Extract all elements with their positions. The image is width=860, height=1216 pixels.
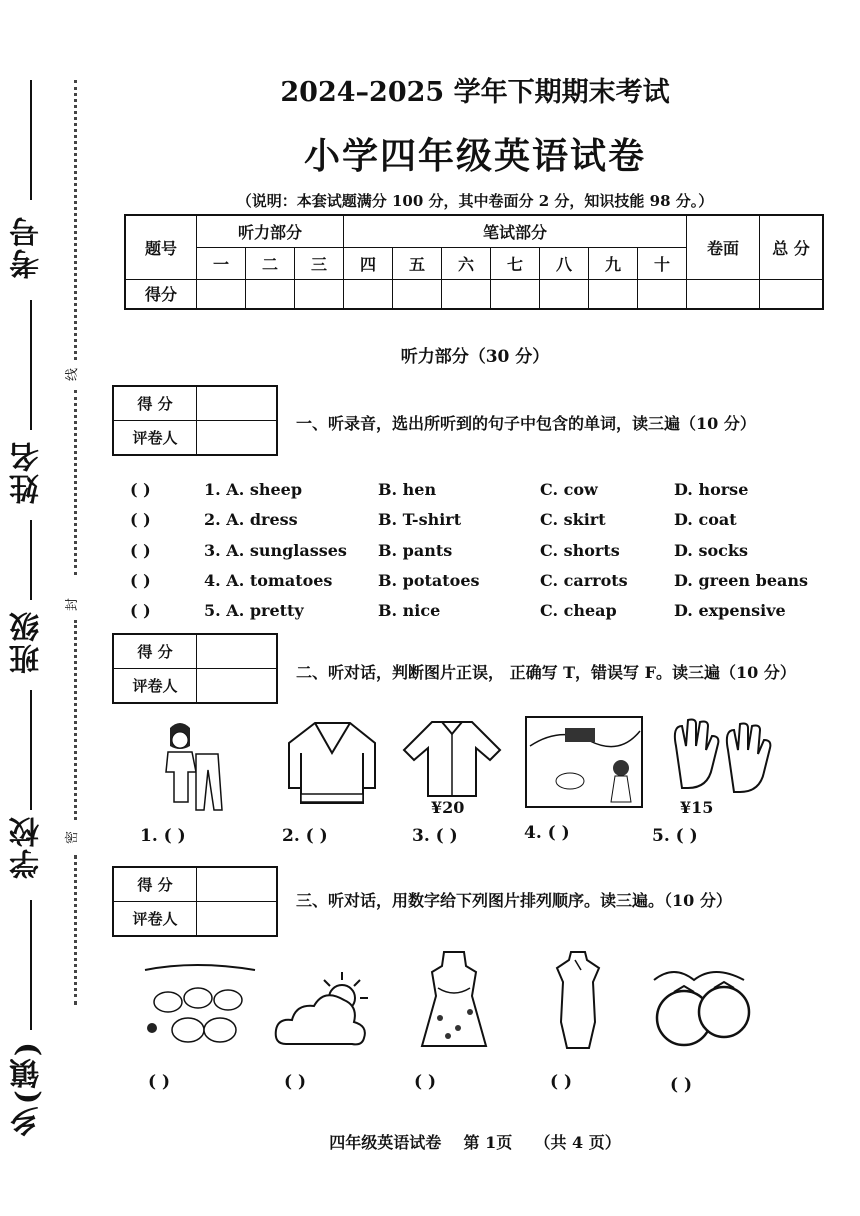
part3-heading: 三、听对话，用数字给下列图片排列顺序。读三遍。（10 分） bbox=[296, 891, 732, 910]
option-d: D. horse bbox=[674, 480, 749, 499]
option-a: 2. A. dress bbox=[204, 510, 298, 529]
order-blank[interactable]: ( ) bbox=[550, 1072, 573, 1092]
option-d: D. expensive bbox=[674, 601, 786, 620]
seal-dotted-line bbox=[74, 620, 77, 820]
part2-heading: 二、听对话，判断图片正误， 正确写 T，错误写 F。读三遍（10 分） bbox=[296, 663, 796, 682]
banji-label: 班级 bbox=[10, 610, 45, 674]
sun-cloud-icon bbox=[274, 966, 374, 1051]
page-footer: 四年级英语试卷 第 1页 （共 4 页） bbox=[329, 1133, 621, 1152]
option-b: B. T-shirt bbox=[378, 510, 462, 529]
option-d: D. socks bbox=[674, 541, 748, 560]
price-label-5: ¥15 bbox=[680, 798, 714, 817]
option-c: C. cow bbox=[540, 480, 598, 499]
answer-paren[interactable]: ( ) bbox=[130, 601, 151, 620]
score-input[interactable] bbox=[589, 279, 638, 309]
answer-paren[interactable]: ( ) bbox=[130, 571, 151, 590]
option-a: 1. A. sheep bbox=[204, 480, 303, 499]
grade-grader-label: 评卷人 bbox=[113, 902, 197, 937]
dress-icon bbox=[418, 948, 490, 1048]
grade-score-input[interactable] bbox=[197, 386, 278, 421]
sheep-flock-icon bbox=[140, 958, 258, 1050]
score-input[interactable] bbox=[246, 279, 295, 309]
option-c: C. shorts bbox=[540, 541, 620, 560]
order-blank[interactable]: ( ) bbox=[414, 1072, 437, 1092]
grade-box-3 bbox=[112, 866, 278, 937]
col-1: 一 bbox=[197, 247, 246, 279]
score-input[interactable] bbox=[393, 279, 442, 309]
exam-year-title: 2024–2025 学年下期期末考试 bbox=[280, 77, 670, 108]
option-b: B. potatoes bbox=[378, 571, 480, 590]
answer-blank[interactable]: 1. ( ) bbox=[140, 826, 186, 846]
score-input[interactable] bbox=[442, 279, 491, 309]
score-input[interactable] bbox=[344, 279, 393, 309]
option-d: D. coat bbox=[674, 510, 737, 529]
option-d: D. green beans bbox=[674, 571, 808, 590]
order-blank[interactable]: ( ) bbox=[284, 1072, 307, 1092]
listening-section-title: 听力部分（30 分） bbox=[400, 347, 550, 367]
score-input[interactable] bbox=[295, 279, 344, 309]
col-9: 九 bbox=[589, 247, 638, 279]
xiangzhen-label: 乡(镇) bbox=[10, 1040, 45, 1137]
score-input[interactable] bbox=[687, 279, 760, 309]
order-blank[interactable]: ( ) bbox=[670, 1075, 693, 1095]
seal-char-mi: 密 bbox=[65, 830, 81, 845]
option-a: 4. A. tomatoes bbox=[204, 571, 333, 590]
zongfen-cell: 总 分 bbox=[760, 215, 824, 279]
xingming-label: 姓名 bbox=[10, 440, 45, 504]
seal-dotted-line bbox=[74, 80, 77, 360]
answer-paren[interactable]: ( ) bbox=[130, 541, 151, 560]
seal-dotted-line bbox=[74, 855, 77, 1005]
grade-grader-input[interactable] bbox=[197, 421, 278, 456]
score-input[interactable] bbox=[638, 279, 687, 309]
kaohao-label: 考号 bbox=[10, 215, 45, 279]
tihao-cell: 题号 bbox=[125, 215, 197, 279]
seal-char-feng: 封 bbox=[65, 597, 81, 612]
shirt-icon bbox=[402, 716, 502, 798]
col-8: 八 bbox=[540, 247, 589, 279]
tomatoes-icon bbox=[644, 958, 754, 1053]
col-6: 六 bbox=[442, 247, 491, 279]
price-label-3: ¥20 bbox=[431, 798, 465, 817]
seal-dotted-line bbox=[74, 390, 77, 575]
answer-blank[interactable]: 2. ( ) bbox=[282, 826, 328, 846]
xuexiao-label: 学校 bbox=[10, 815, 45, 879]
option-a: 5. A. pretty bbox=[204, 601, 304, 620]
option-c: C. cheap bbox=[540, 601, 617, 620]
score-input[interactable] bbox=[760, 279, 824, 309]
margin-line bbox=[30, 900, 32, 1030]
grade-score-label: 得 分 bbox=[113, 386, 197, 421]
farm-scene-icon bbox=[525, 716, 643, 808]
order-blank[interactable]: ( ) bbox=[148, 1072, 171, 1092]
option-c: C. skirt bbox=[540, 510, 606, 529]
exam-note: （说明：本套试题满分 100 分，其中卷面分 2 分，知识技能 98 分。） bbox=[236, 192, 714, 210]
option-b: B. pants bbox=[378, 541, 453, 560]
answer-blank[interactable]: 5. ( ) bbox=[652, 826, 698, 846]
grade-score-label: 得 分 bbox=[113, 867, 197, 902]
listening-header: 听力部分 bbox=[197, 215, 344, 247]
score-table bbox=[124, 214, 824, 310]
grade-score-input[interactable] bbox=[197, 634, 278, 669]
col-4: 四 bbox=[344, 247, 393, 279]
answer-blank[interactable]: 4. ( ) bbox=[524, 823, 570, 843]
answer-paren[interactable]: ( ) bbox=[130, 510, 151, 529]
grade-grader-input[interactable] bbox=[197, 902, 278, 937]
juanmian-cell: 卷面 bbox=[687, 215, 760, 279]
qipao-icon bbox=[553, 948, 603, 1050]
gloves-icon bbox=[668, 716, 783, 801]
grade-grader-input[interactable] bbox=[197, 669, 278, 704]
exam-main-title: 小学四年级英语试卷 bbox=[303, 135, 646, 177]
sweater-icon bbox=[285, 718, 380, 808]
grade-box-2 bbox=[112, 633, 278, 704]
seal-char-xian: 线 bbox=[65, 367, 81, 382]
margin-line bbox=[30, 520, 32, 600]
col-7: 七 bbox=[491, 247, 540, 279]
margin-line bbox=[30, 690, 32, 810]
option-b: B. hen bbox=[378, 480, 437, 499]
defen-cell: 得分 bbox=[125, 279, 197, 309]
option-c: C. carrots bbox=[540, 571, 628, 590]
grade-grader-label: 评卷人 bbox=[113, 421, 197, 456]
answer-blank[interactable]: 3. ( ) bbox=[412, 826, 458, 846]
col-2: 二 bbox=[246, 247, 295, 279]
option-b: B. nice bbox=[378, 601, 441, 620]
col-10: 十 bbox=[638, 247, 687, 279]
col-5: 五 bbox=[393, 247, 442, 279]
grade-score-label: 得 分 bbox=[113, 634, 197, 669]
option-a: 3. A. sunglasses bbox=[204, 541, 347, 560]
score-input[interactable] bbox=[540, 279, 589, 309]
score-input[interactable] bbox=[491, 279, 540, 309]
part1-heading: 一、听录音，选出所听到的句子中包含的单词，读三遍（10 分） bbox=[296, 414, 756, 433]
grade-grader-label: 评卷人 bbox=[113, 669, 197, 704]
girl-with-pants-icon bbox=[150, 718, 240, 813]
score-input[interactable] bbox=[197, 279, 246, 309]
grade-score-input[interactable] bbox=[197, 867, 278, 902]
written-header: 笔试部分 bbox=[344, 215, 687, 247]
answer-paren[interactable]: ( ) bbox=[130, 480, 151, 499]
grade-box-1 bbox=[112, 385, 278, 456]
col-3: 三 bbox=[295, 247, 344, 279]
